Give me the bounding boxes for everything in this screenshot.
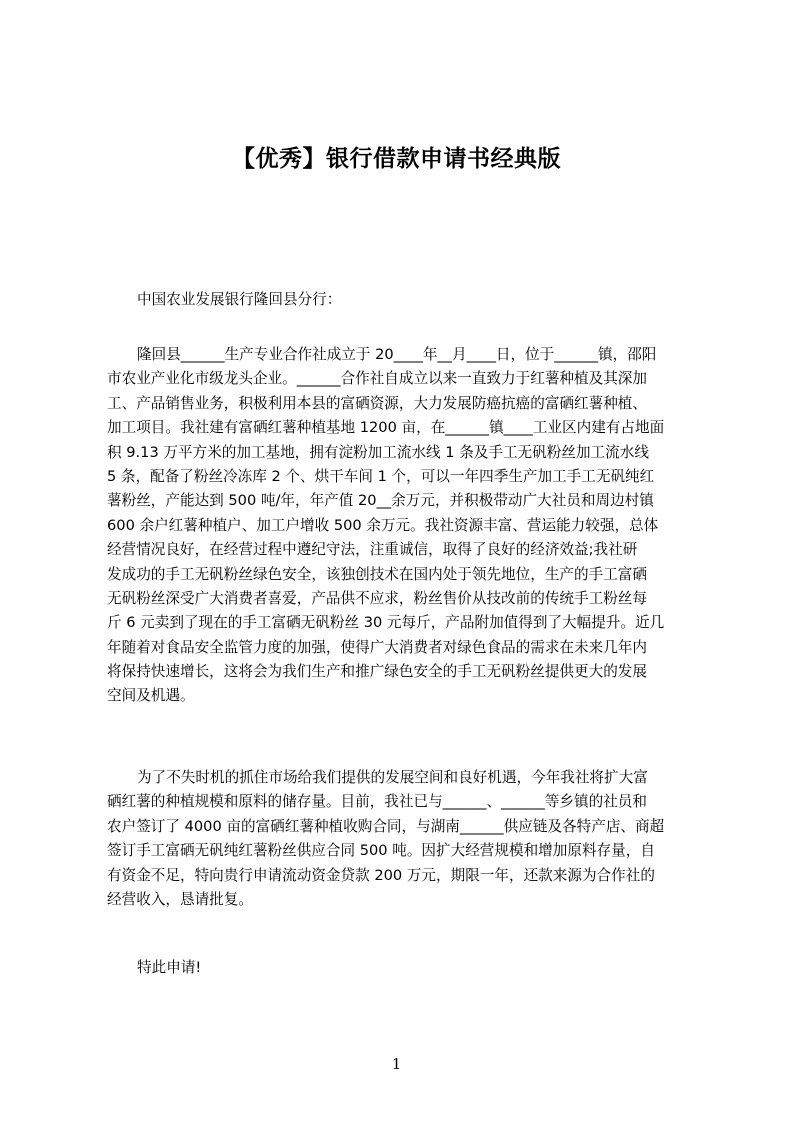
paragraph-line: 600 余户红薯种植户、加工户增收 500 余万元。我社资源丰富、营运能力较强，总体 — [107, 516, 659, 534]
paragraph-line: 签订手工富硒无矾纯红薯粉丝供应合同 500 吨。因扩大经营规模和增加原料存量，自 — [107, 842, 655, 860]
paragraph-2 — [107, 766, 700, 912]
paragraph-line: 斤 6 元卖到了现在的手工富硒无矾粉丝 30 元每斤，产品附加值得到了大幅提升。近几 — [107, 614, 665, 632]
paragraph-line: 经营收入，恳请批复。 — [107, 890, 253, 908]
paragraph-line: 无矾粉丝深受广大消费者喜爱，产品供不应求，粉丝售价从技改前的传统手工粉丝每 — [107, 589, 647, 607]
paragraph-line: 将保持快速增长，这将会为我们生产和推广绿色安全的手工无矾粉丝提供更大的发展 — [107, 663, 647, 681]
paragraph-line: 为了不失时机的抓住市场给我们提供的发展空间和良好机遇，今年我社将扩大富 — [137, 769, 648, 786]
page-number: 1 — [391, 1055, 402, 1073]
paragraph-line: 经营情况良好，在经营过程中遵纪守法，注重诚信，取得了良好的经济效益;我社研 — [107, 541, 638, 559]
paragraph-line: 市农业产业化市级龙头企业。______合作社自成立以来一直致力于红薯种植及其深加 — [107, 370, 647, 388]
paragraph-line: 薯粉丝，产能达到 500 吨/年，年产值 20__余万元，并积极带动广大社员和周边村镇 — [107, 492, 654, 510]
salutation-line: 中国农业发展银行隆回县分行： — [137, 291, 342, 308]
closing-line: 特此申请! — [137, 959, 202, 976]
paragraph-1 — [107, 343, 700, 709]
paragraph-line: 积 9.13 万平方米的加工基地，拥有淀粉加工流水线 1 条及手工无矾粉丝加工流水线 — [107, 443, 649, 461]
paragraph-line: 硒红薯的种植规模和原料的储存量。目前，我社已与______、______等乡镇的社员和 — [107, 793, 647, 811]
paragraph-line: 工、产品销售业务，积极利用本县的富硒资源，大力发展防癌抗癌的富硒红薯种植、 — [107, 394, 647, 412]
closing-remark — [107, 956, 700, 980]
paragraph-line: 年随着对食品安全监管力度的加强，使得广大消费者对绿色食品的需求在未来几年内 — [107, 638, 647, 656]
paragraph-line: 有资金不足，特向贵行申请流动资金贷款 200 万元，期限一年，还款来源为合作社的 — [107, 866, 655, 884]
paragraph-line: 隆回县______生产专业合作社成立于 20____年__月____日，位于______镇，邵阳 — [137, 346, 657, 363]
paragraph-line: 加工项目。我社建有富硒红薯种植基地 1200 亩，在______镇____工业区内建有占地面 — [107, 419, 665, 437]
paragraph-line: 农户签订了 4000 亩的富硒红薯种植收购合同，与湖南______供应链及各特产店、商超 — [107, 817, 665, 835]
paragraph-line: 空间及机遇。 — [107, 687, 195, 705]
paragraph-line: 5 条，配备了粉丝冷冻库 2 个、烘干车间 1 个，可以一年四季生产加工手工无矾纯红 — [107, 467, 655, 485]
salutation — [107, 288, 700, 312]
document-title: 【优秀】银行借款申请书经典版 — [232, 146, 561, 172]
paragraph-line: 发成功的手工无矾粉丝绿色安全，该独创技术在国内处于领先地位，生产的手工富硒 — [107, 565, 647, 583]
